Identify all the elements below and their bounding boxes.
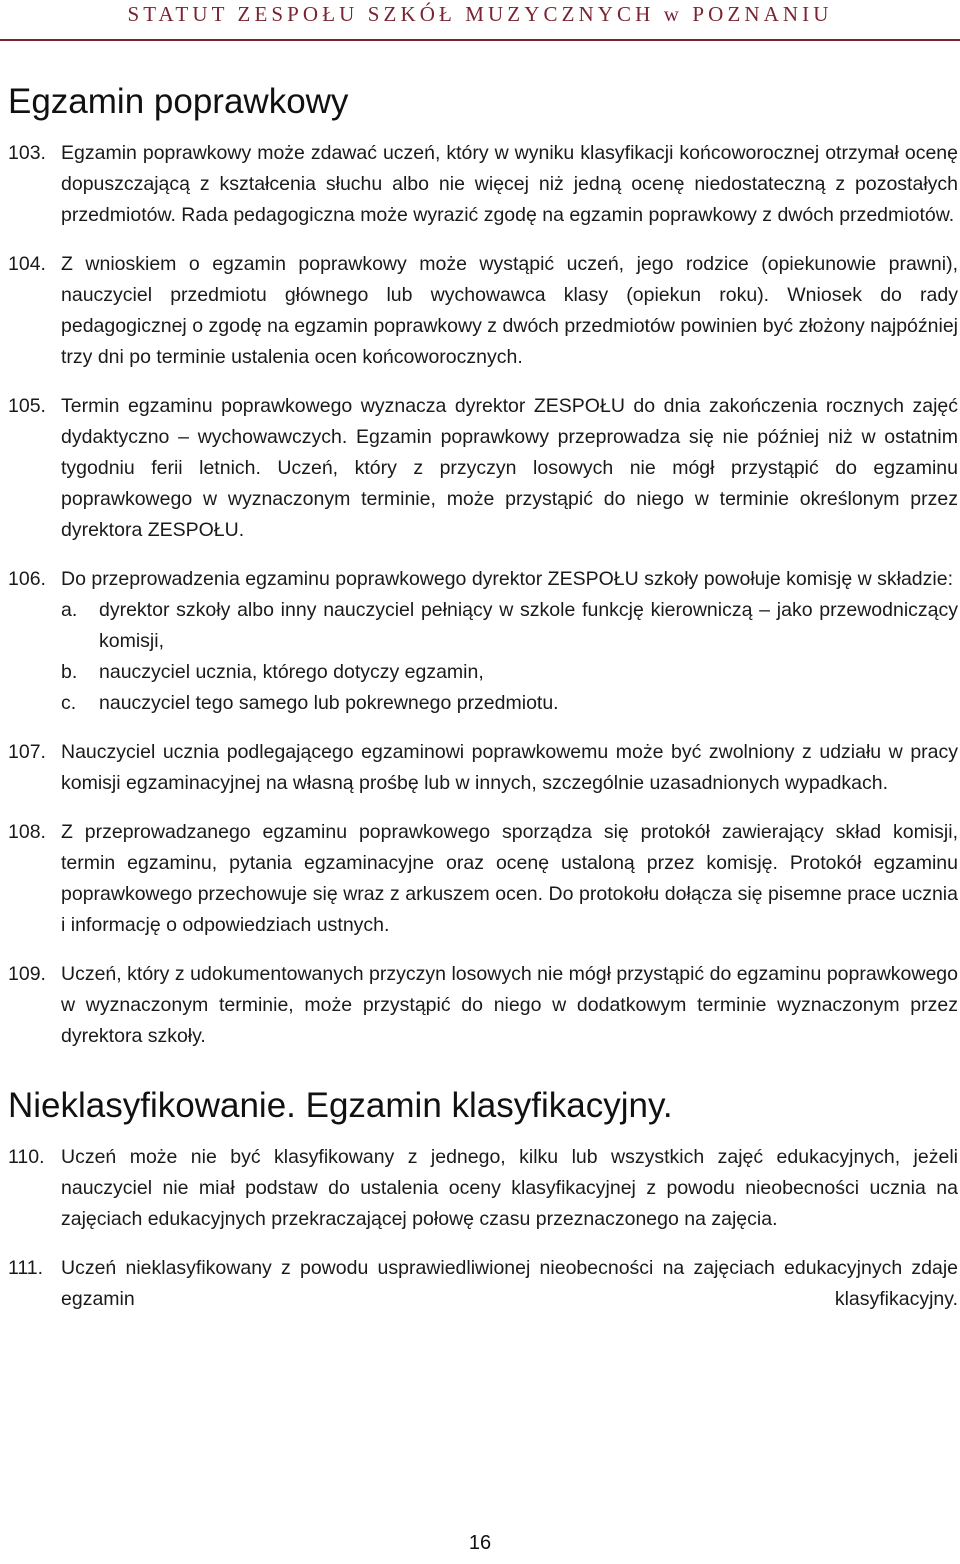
paragraph-number: 110. — [8, 1146, 45, 1168]
list-text: nauczyciel ucznia, którego dotyczy egzamin, — [99, 661, 484, 683]
paragraph-text: Z przeprowadzanego egzaminu poprawkowego sporządza się protokół zawierający skład komisji, termin egzaminu, pytania egzaminacyjne oraz ocenę ustaloną przez komisję. Protokół egzaminu poprawkowego przechowuje się wraz z arkuszem ocen. Do protokołu dołącza się pisemne prace ucznia i informację o odpowiedziach ustnych. — [61, 821, 958, 936]
paragraph-text: Egzamin poprawkowy może zdawać uczeń, który w wyniku klasyfikacji końcoworocznej otrzymał ocenę dopuszczającą z kształcenia słuchu albo nie więcej niż jedną ocenę niedostateczną z pozostałych przedmiotów. Rada pedagogiczna może wyrazić zgodę na egzamin poprawkowy z dwóch przedmiotów. — [61, 142, 958, 226]
paragraph-text: Nauczyciel ucznia podlegającego egzaminowi poprawkowemu może być zwolniony z udziału w pracy komisji egzaminacyjnej na własną prośbę lub w innych, szczególnie uzasadnionych wypadkach. — [61, 741, 958, 794]
section-title-nieklasyfikowanie: Nieklasyfikowanie. Egzamin klasyfikacyjny. — [8, 1086, 673, 1125]
list-letter: c. — [61, 692, 77, 714]
paragraph-111 — [8, 1253, 958, 1315]
paragraph-text: Z wnioskiem o egzamin poprawkowy może wystąpić uczeń, jego rodzice (opiekunowie prawni), nauczyciel przedmiotu głównego lub wychowawca klasy (opiekun roku). Wniosek do rady pedagogicznej o zgodę na egzamin poprawkowy z dwóch przedmiotów powinien być złożony najpóźniej trzy dni po terminie ustalenia ocen końcoworocznych. — [61, 253, 958, 368]
paragraph-text: Uczeń może nie być klasyfikowany z jednego, kilku lub wszystkich zajęć edukacyjnych, jeżeli nauczyciel nie miał podstaw do ustalenia oceny klasyfikacyjnej z powodu nieobecności ucznia na zajęciach edukacyjnych przekraczającej połowę czasu przeznaczonego na zajęcia. — [61, 1146, 958, 1230]
paragraph-number: 107. — [8, 741, 46, 763]
paragraph-text: Termin egzaminu poprawkowego wyznacza dyrektor ZESPOŁU do dnia zakończenia rocznych zajęć dydaktyczno – wychowawczych. Egzamin poprawkowy przeprowadza się nie później niż w ostatnim tygodniu ferii letnich. Uczeń, który z przyczyn losowych nie mógł przystąpić do egzaminu poprawkowego w wyznaczonym terminie, może przystąpić do niego w terminie określonym przez dyrektora ZESPOŁU. — [61, 395, 958, 541]
list-letter: b. — [61, 661, 78, 683]
list-letter: a. — [61, 599, 78, 621]
paragraph-number: 108. — [8, 821, 46, 843]
paragraph-104 — [8, 249, 958, 373]
committee-list — [8, 595, 958, 719]
paragraph-number: 106. — [8, 568, 46, 590]
paragraph-text: Uczeń, który z udokumentowanych przyczyn losowych nie mógł przystąpić do egzaminu poprawkowego w wyznaczonym terminie, może przystąpić do niego w dodatkowym terminie wyznaczonym przez dyrektora szkoły. — [61, 963, 958, 1047]
running-header: STATUT ZESPOŁU SZKÓŁ MUZYCZNYCH w POZNANIU — [127, 2, 833, 26]
paragraph-105 — [8, 391, 958, 546]
paragraph-110 — [8, 1142, 958, 1235]
paragraph-text: Uczeń nieklasyfikowany z powodu usprawiedliwionej nieobecności na zajęciach edukacyjnych zdaje egzamin klasyfikacyjny. — [61, 1257, 958, 1310]
paragraph-number: 104. — [8, 253, 46, 275]
list-item — [8, 595, 958, 657]
list-text: nauczyciel tego samego lub pokrewnego przedmiotu. — [99, 692, 559, 714]
paragraph-number: 109. — [8, 963, 46, 985]
paragraph-number: 105. — [8, 395, 46, 417]
page-number: 16 — [468, 1532, 492, 1554]
paragraph-106 — [8, 564, 958, 595]
list-item — [8, 688, 958, 719]
list-item — [8, 657, 958, 688]
list-text: dyrektor szkoły albo inny nauczyciel pełniący w szkole funkcję kierowniczą – jako przewodniczący komisji, — [99, 599, 958, 652]
section-title-egzamin-poprawkowy: Egzamin poprawkowy — [8, 82, 349, 121]
paragraph-number: 111. — [8, 1257, 44, 1279]
paragraph-109 — [8, 959, 958, 1052]
paragraph-103 — [8, 138, 958, 231]
paragraph-108 — [8, 817, 958, 941]
paragraph-text: Do przeprowadzenia egzaminu poprawkowego dyrektor ZESPOŁU szkoły powołuje komisję w składzie: — [61, 568, 953, 590]
document-body — [8, 76, 958, 1315]
paragraph-107 — [8, 737, 958, 799]
header-rule — [0, 39, 960, 41]
paragraph-number: 103. — [8, 142, 46, 164]
